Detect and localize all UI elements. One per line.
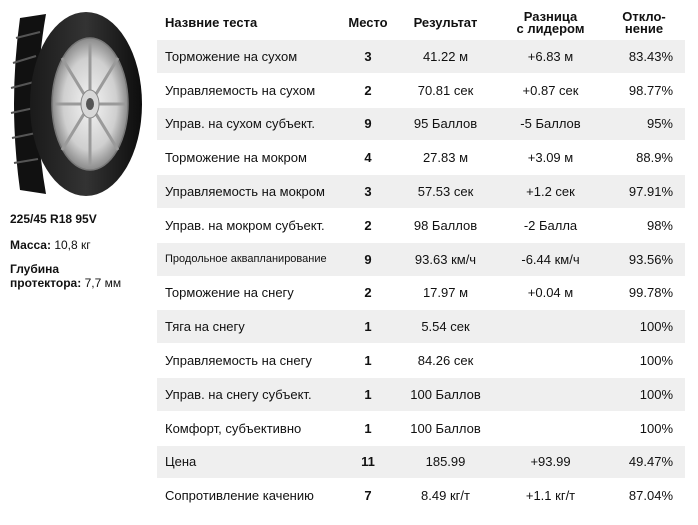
cell-diff: -6.44 км/ч xyxy=(498,242,603,276)
table-row xyxy=(157,175,685,209)
tire-size: 225/45 R18 95V xyxy=(10,212,97,226)
cell-deviation: 49.47% xyxy=(603,445,685,479)
cell-place: 11 xyxy=(343,445,393,479)
cell-test-name: Управляемость на снегу xyxy=(157,344,343,378)
table-row xyxy=(157,445,685,479)
cell-deviation: 100% xyxy=(603,377,685,411)
cell-diff: +3.09 м xyxy=(498,141,603,175)
cell-place: 1 xyxy=(343,411,393,445)
cell-diff: +6.83 м xyxy=(498,40,603,73)
cell-deviation: 100% xyxy=(603,411,685,445)
cell-place: 1 xyxy=(343,310,393,344)
table-row xyxy=(157,242,685,276)
cell-result: 27.83 м xyxy=(393,141,498,175)
cell-place: 4 xyxy=(343,141,393,175)
header-place: Место xyxy=(348,15,388,30)
table-row xyxy=(157,276,685,310)
cell-place: 3 xyxy=(343,175,393,209)
table-row xyxy=(157,73,685,107)
cell-test-name: Управ. на мокром субъект. xyxy=(157,208,343,242)
depth-value: 7,7 мм xyxy=(84,276,122,290)
cell-result: 57.53 сек xyxy=(393,175,498,209)
cell-place: 1 xyxy=(343,344,393,378)
cell-result: 5.54 сек xyxy=(393,310,498,344)
table-row xyxy=(157,40,685,73)
cell-result: 185.99 xyxy=(393,445,498,479)
table-row xyxy=(157,107,685,141)
table-row xyxy=(157,141,685,175)
header-dev-line2: нение xyxy=(624,21,664,36)
cell-test-name: Управ. на сухом субъект. xyxy=(157,107,343,141)
table-row xyxy=(157,377,685,411)
cell-diff: +0.04 м xyxy=(498,276,603,310)
cell-deviation: 98% xyxy=(603,208,685,242)
cell-place: 9 xyxy=(343,107,393,141)
tire-info-panel xyxy=(0,0,150,525)
table-row xyxy=(157,310,685,344)
cell-test-name: Торможение на мокром xyxy=(157,141,343,175)
cell-result: 8.49 кг/т xyxy=(393,479,498,513)
cell-test-name: Управляемость на мокром xyxy=(157,175,343,209)
tire-specs xyxy=(10,212,150,300)
cell-place: 2 xyxy=(343,73,393,107)
cell-test-name: Торможение на снегу xyxy=(157,276,343,310)
table-header-row xyxy=(157,6,685,40)
cell-place: 1 xyxy=(343,377,393,411)
test-results-table xyxy=(157,6,685,513)
cell-diff: -5 Баллов xyxy=(498,107,603,141)
cell-result: 84.26 сек xyxy=(393,344,498,378)
cell-result: 95 Баллов xyxy=(393,107,498,141)
cell-test-name: Управ. на снегу субъект. xyxy=(157,377,343,411)
header-deviation xyxy=(603,6,685,40)
cell-test-name: Цена xyxy=(157,445,343,479)
header-dev-line1: Откло- xyxy=(622,9,666,24)
tire-tread-depth xyxy=(10,262,150,290)
mass-label: Масса: xyxy=(10,238,51,252)
cell-deviation: 100% xyxy=(603,344,685,378)
depth-label-line2: протектора: xyxy=(10,276,82,290)
cell-diff: -2 Балла xyxy=(498,208,603,242)
cell-place: 7 xyxy=(343,479,393,513)
cell-result: 100 Баллов xyxy=(393,411,498,445)
cell-test-name: Продольное аквапланирование xyxy=(157,242,343,276)
cell-diff xyxy=(498,411,603,445)
cell-deviation: 99.78% xyxy=(603,276,685,310)
header-diff xyxy=(498,6,603,40)
cell-deviation: 88.9% xyxy=(603,141,685,175)
cell-deviation: 98.77% xyxy=(603,73,685,107)
mass-value: 10,8 кг xyxy=(54,238,91,252)
cell-place: 2 xyxy=(343,276,393,310)
cell-diff xyxy=(498,344,603,378)
cell-result: 70.81 сек xyxy=(393,73,498,107)
cell-deviation: 83.43% xyxy=(603,40,685,73)
cell-result: 41.22 м xyxy=(393,40,498,73)
cell-test-name: Торможение на сухом xyxy=(157,40,343,73)
cell-result: 98 Баллов xyxy=(393,208,498,242)
table-row xyxy=(157,344,685,378)
cell-place: 3 xyxy=(343,40,393,73)
cell-deviation: 93.56% xyxy=(603,242,685,276)
cell-diff xyxy=(498,377,603,411)
cell-test-name: Комфорт, субъективно xyxy=(157,411,343,445)
cell-deviation: 95% xyxy=(603,107,685,141)
cell-place: 9 xyxy=(343,242,393,276)
cell-place: 2 xyxy=(343,208,393,242)
cell-test-name: Управляемость на сухом xyxy=(157,73,343,107)
header-diff-line1: Разница xyxy=(523,9,578,24)
cell-diff xyxy=(498,310,603,344)
cell-test-name: Тяга на снегу xyxy=(157,310,343,344)
cell-diff: +93.99 xyxy=(498,445,603,479)
tire-image xyxy=(6,8,144,200)
cell-test-name: Сопротивление качению xyxy=(157,479,343,513)
cell-deviation: 100% xyxy=(603,310,685,344)
cell-diff: +0.87 сек xyxy=(498,73,603,107)
table-row xyxy=(157,479,685,513)
depth-label-line1: Глубина xyxy=(10,262,60,276)
cell-deviation: 97.91% xyxy=(603,175,685,209)
header-result: Результат xyxy=(413,15,478,30)
cell-diff: +1.2 сек xyxy=(498,175,603,209)
table-row xyxy=(157,411,685,445)
cell-deviation: 87.04% xyxy=(603,479,685,513)
cell-result: 100 Баллов xyxy=(393,377,498,411)
header-test-name: Назвние теста xyxy=(165,15,258,30)
cell-diff: +1.1 кг/т xyxy=(498,479,603,513)
cell-result: 17.97 м xyxy=(393,276,498,310)
cell-result: 93.63 км/ч xyxy=(393,242,498,276)
table-row xyxy=(157,208,685,242)
tire-mass xyxy=(10,238,150,252)
header-diff-line2: с лидером xyxy=(516,21,585,36)
